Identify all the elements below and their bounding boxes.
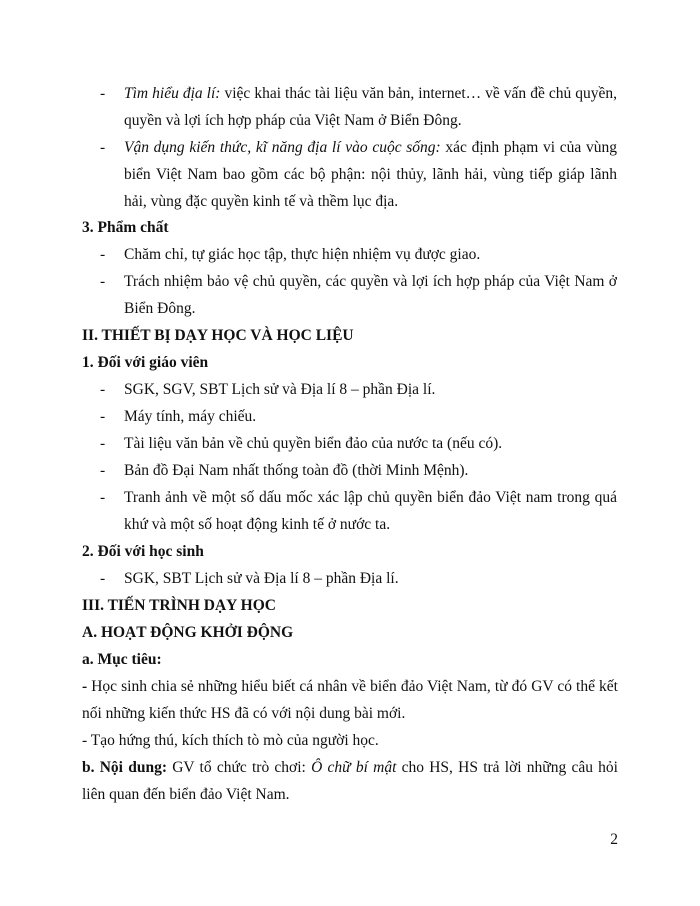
bullet-text: SGK, SBT Lịch sử và Địa lí 8 – phần Địa lí. <box>124 570 399 587</box>
teacher-item <box>100 376 617 403</box>
objective-dash: - <box>82 678 88 695</box>
bullet-label: Tìm hiểu địa lí: <box>124 85 221 102</box>
bullet-text: Trách nhiệm bảo vệ chủ quyền, các quyền và lợi ích hợp pháp của Việt Nam ở Biển Đông. <box>124 273 617 317</box>
content-text: GV tổ chức trò chơi: <box>166 759 312 776</box>
teacher-item <box>100 430 617 457</box>
teacher-item <box>100 457 617 484</box>
student-item <box>100 565 617 592</box>
section-heading-equipment: II. THIẾT BỊ DẠY HỌC VÀ HỌC LIỆU <box>82 327 354 344</box>
content-paragraph <box>82 754 618 808</box>
bullet-text: Tài liệu văn bản về chủ quyền biển đảo của nước ta (nếu có). <box>124 435 503 452</box>
bullet-dash: - <box>100 85 106 102</box>
bullet-dash: - <box>100 246 106 263</box>
bullet-text: Bản đồ Đại Nam nhất thống toàn đồ (thời Minh Mệnh). <box>124 462 469 479</box>
bullet-text: Chăm chỉ, tự giác học tập, thực hiện nhiệm vụ được giao. <box>124 246 481 263</box>
quality-heading: 3. Phẩm chất <box>82 219 169 236</box>
page-number: 2 <box>610 831 618 848</box>
teacher-item <box>100 403 617 430</box>
bullet-dash: - <box>100 139 106 156</box>
skill-bullet-apply <box>100 134 617 215</box>
quality-item <box>100 241 617 268</box>
bullet-text: Máy tính, máy chiếu. <box>124 408 257 425</box>
student-heading: 2. Đối với học sinh <box>82 543 204 560</box>
objective-paragraph <box>82 673 618 727</box>
teacher-item <box>100 484 617 538</box>
game-name: Ô chữ bí mật <box>311 759 397 776</box>
bullet-dash: - <box>100 435 106 452</box>
objective-heading: a. Mục tiêu: <box>82 651 162 668</box>
bullet-dash: - <box>100 570 106 587</box>
objective-paragraph: - Tạo hứng thú, kích thích tò mò của người học. <box>82 732 379 749</box>
content-label: b. Nội dung: <box>82 759 167 776</box>
quality-item <box>100 268 617 322</box>
section-heading-process: III. TIẾN TRÌNH DẠY HỌC <box>82 597 276 614</box>
bullet-dash: - <box>100 273 106 290</box>
activity-heading: A. HOẠT ĐỘNG KHỞI ĐỘNG <box>82 624 294 641</box>
bullet-text: xác định phạm vi của vùng biển Việt Nam bao gồm các bộ phận: nội thủy, lãnh hải, vùng tiếp giáp lãnh hải, vùng đặc quyền kinh tế và thềm lục địa. <box>124 139 617 210</box>
bullet-dash: - <box>100 408 106 425</box>
bullet-label: Vận dụng kiến thức, kĩ năng địa lí vào cuộc sống: <box>124 139 441 156</box>
skill-bullet-research <box>100 80 617 134</box>
bullet-text: SGK, SGV, SBT Lịch sử và Địa lí 8 – phần Địa lí. <box>124 381 436 398</box>
bullet-text: Tranh ảnh về một số dấu mốc xác lập chủ quyền biển đảo Việt nam trong quá khứ và một số hoạt động kinh tế ở nước ta. <box>124 489 617 533</box>
bullet-text: việc khai thác tài liệu văn bản, internet… về vấn đề chủ quyền, quyền và lợi ích hợp pháp của Việt Nam ở Biển Đông. <box>124 85 618 129</box>
teacher-heading: 1. Đối với giáo viên <box>82 354 209 371</box>
bullet-dash: - <box>100 489 106 506</box>
content-text: cho HS, HS trả lời những câu hỏi liên quan đến biển đảo Việt Nam. <box>82 759 618 803</box>
bullet-dash: - <box>100 462 106 479</box>
objective-text: Học sinh chia sẻ những hiểu biết cá nhân về biển đảo Việt Nam, từ đó GV có thể kết nối những kiến thức HS đã có với nội dung bài mới. <box>82 678 618 722</box>
bullet-dash: - <box>100 381 106 398</box>
